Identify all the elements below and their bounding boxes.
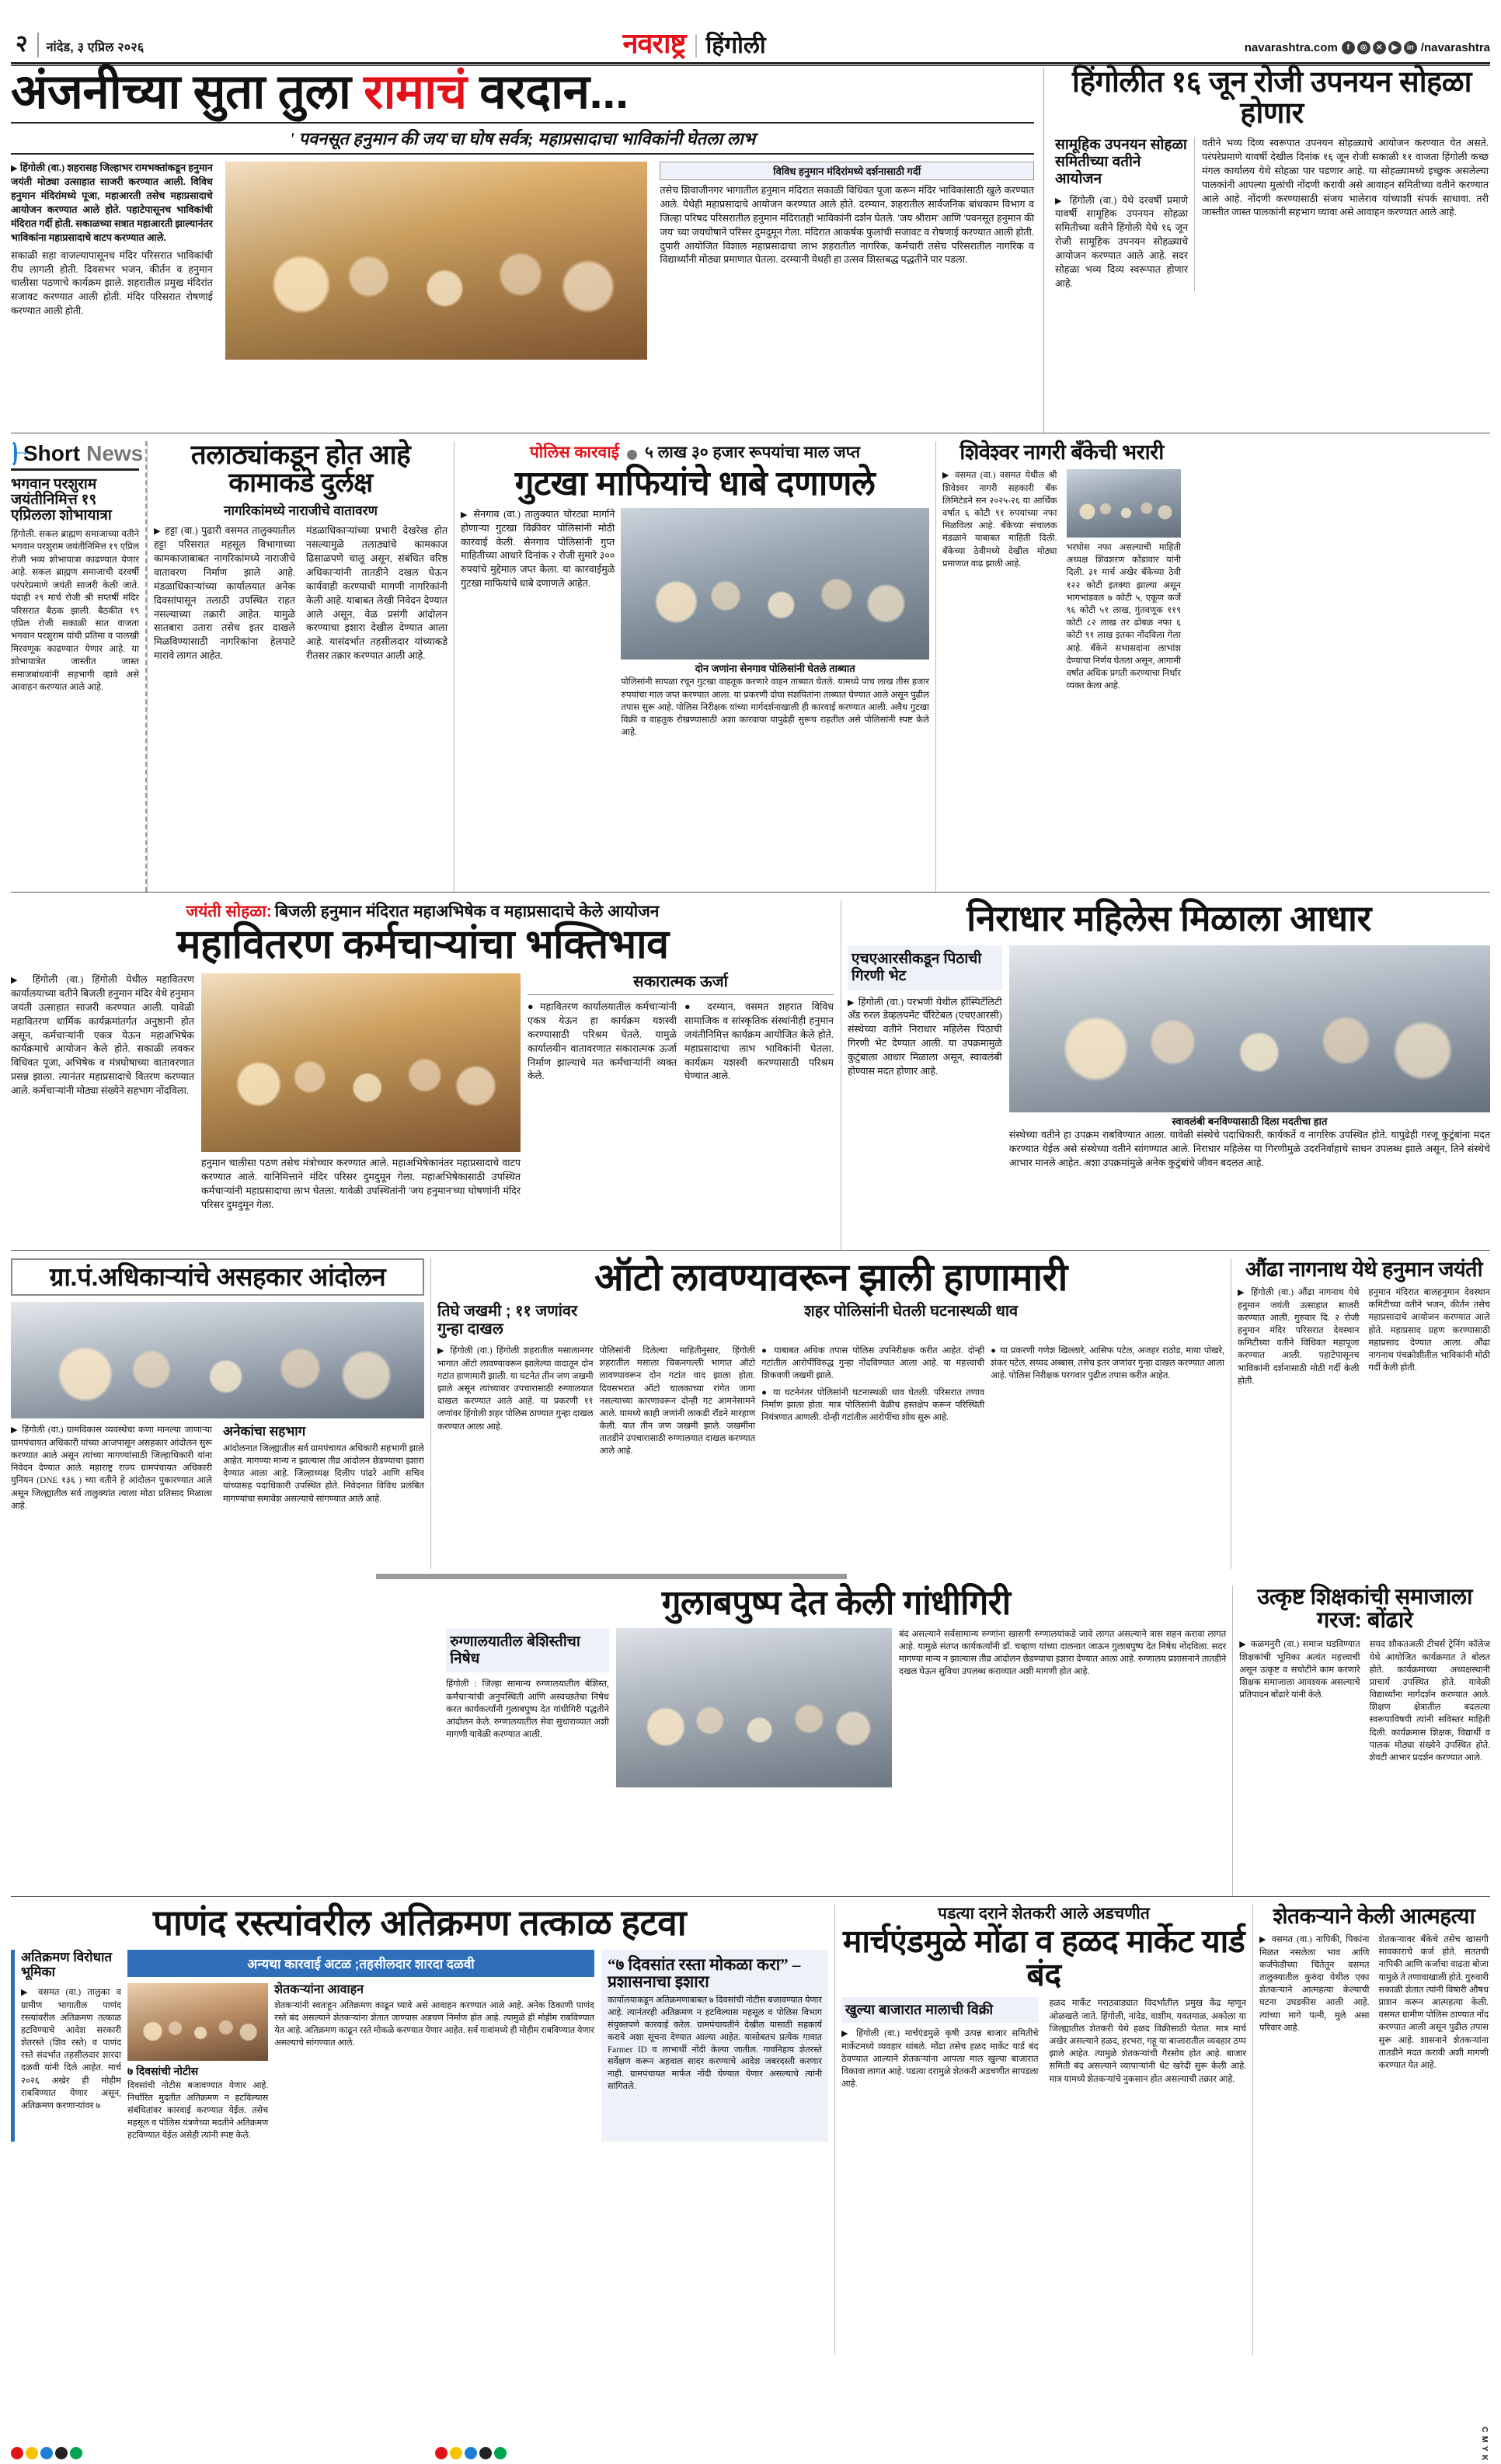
- market-block: [834, 1905, 1252, 2355]
- aundha-headline: औंढा नागनाथ येथे हनुमान जयंती: [1245, 1258, 1483, 1281]
- mahavitaran-bullet-2: दरम्यान, वसमत शहरात विविध सामाजिक व सांस्कृतिक संस्थांनीही हनुमान जयंतीनिमित्त कार्यक्रम आयोजित केले होते. महाप्रसादाचा लाभ भाविकांनी घेतला. कार्यक्रम यशस्वी करण्यासाठी परिश्रम घेण्यात आले.: [684, 1001, 834, 1082]
- mahavitaran-block: [11, 900, 841, 1250]
- suicide-columns: [1259, 1933, 1489, 2072]
- market-sidebar-title: खुल्या बाजारात मालाची विक्री: [841, 1997, 1039, 2023]
- masthead: [11, 0, 1490, 57]
- market-kicker: पडत्या दराने शेतकरी आले अडचणीत: [938, 1905, 1150, 1923]
- gandhigiri-photo-col: [616, 1628, 899, 1787]
- auto-kicker-mid: शहर पोलिसांनी घेतली घटनास्थळी धाव: [804, 1302, 1019, 1320]
- lead-column-3-text: तसेच शिवाजीनगर भागातील हनुमान मंदिरात सकाळी विधिवत पूजा करून मंदिर भाविकांसाठी खुले करण्यात आले. येथेही महाप्रसादाचे आयोजन करण्यात आले होते. दरम्यान, शहरातील सार्वजनिक बांधकाम विभाग व जिल्हा परिषद परिसरातील हनुमान मंदिरातही भाविकांनी दर्शन घेतले. 'जय श्रीराम' आणि 'पवनसूत हनुमान की जय' च्या जयघोषाने परिसर दुमदुमून गेला. मंदिरात आकर्षक फुलांची सजावट व रोषणाई करण्यात आली होती. दुपारी आयोजित विशाल महाप्रसादाचा लाभ शहरातील नागरिक, कर्मचारी तसेच परिसरातील नागरिक व विद्यार्थ्यांनी मोठ्या प्रमाणात घेतला. दरम्यानी येथही हा उत्सव शिस्तबद्ध पद्धतीने पार पडला.: [660, 185, 1034, 266]
- encroach-farmer-head: शेतकऱ्यांना आवाहन: [274, 1982, 364, 1996]
- encroach-farmer-col: [274, 1983, 594, 2142]
- encroach-side-label: अतिक्रमण विरोधात भूमिका: [21, 1949, 113, 1980]
- mahavitaran-headline: महावितरण कर्मचाऱ्यांचा भक्तिभाव: [176, 922, 669, 967]
- police-body-a: सेनगाव (वा.) तालुक्यात चोरट्या मार्गाने होणाऱ्या गुटखा विक्रीवर पोलिसांनी मोठी कारवाई केली. सेनगाव पोलिसांनी गुप्त माहितीच्या आधारे दिनांक २ रोजी सुमारे ३०० रुपयांचे मुद्देमाल जप्त केला. या कारवाईमुळे गुटखा माफियांचे धाबे दणाणले आहेत.: [461, 508, 615, 590]
- mahavitaran-columns: [11, 973, 834, 1213]
- encroach-warn-head: “७ दिवसांत रस्ता मोकळा करा” – प्रशासनाचा इशारा: [608, 1954, 801, 1991]
- police-columns: [461, 508, 929, 740]
- talathi-block: [147, 441, 454, 892]
- gandhigiri-headline: गुलाबपुष्प देत केली गांधीगिरी: [661, 1584, 1011, 1622]
- grampanchayat-block: [11, 1258, 430, 1569]
- lead-temple-photo: [225, 162, 648, 360]
- aundha-body-b: हनुमान मंदिरात बालहनुमान देवस्थान कमिटीच्या वतीने भजन, कीर्तन तसेच महाप्रसादाचे आयोजन करण्यात आले होते. महाप्रसाद ग्रहण करण्यासाठी महाप्रसाद देण्यात आला. औंढा नागनाथ पंचक्रोशीतील भाविकांनी मोठी गर्दी केली होती.: [1368, 1288, 1490, 1373]
- bullet-triangle-icon: ▶: [461, 510, 469, 520]
- encroach-notice-body: दिवसांची नोटीस बजावण्यात येणार आहे. निर्धारित मुदतीत अतिक्रमण न हटविल्यास संबंधितांवर कारवाई करण्यात येईल. तसेच महसूल व पोलिस यंत्रणेच्या मदतीने अतिक्रमण हटविण्यात येईल असेही त्यांनी स्पष्ट केले.: [127, 2080, 269, 2140]
- strip4-row: [11, 1258, 1490, 1569]
- masthead-brand-block: [151, 27, 1236, 59]
- bank-right-col: [1062, 469, 1182, 692]
- lead-dateline: हिंगोली (वा.) शहरासह जिल्हाभर रामभक्तांकडून हनुमान जयंती मोठ्या उत्साहात साजरी करण्यात आली. विविध हनुमान मंदिरांमध्ये पूजा, महाआरती तसेच महाप्रसादाचे आयोजन करण्यात आले होते. पहाटेपासूनच भाविकांची मंदिरात गर्दी होती. सकाळच्या सत्रात महाआरती झाल्यानंतर भाविकांना महाप्रसादाचे वाटप करण्यात आले.: [11, 162, 213, 243]
- gandhigiri-left-col: [446, 1628, 616, 1787]
- lead-photo-caption: विविध हनुमान मंदिरांमध्ये दर्शनासाठी गर्दी: [660, 162, 1034, 180]
- talathi-body-b: मंडळाधिकाऱ्यांच्या प्रभारी देखरेख होत नसल्यामुळे तलाठ्यांचे कामकाज ढिसाळपणे चालू असून, संबंधित वरिष्ठ अधिकाऱ्यांनी तातडीने दखल घेऊन कार्यवाही करण्याची मागणी नागरिकांनी केली आहे. याबाबत लेखी निवेदन देण्यात आले असून, वेळ प्रसंगी आंदोलन करण्याचा इशारा देखील देण्यात आला आहे. यासंदर्भात तहसीलदार यांच्याकडे रीतसर तक्रार करण्यात आली आहे.: [306, 525, 448, 662]
- lead-headline: [11, 65, 1034, 119]
- gandhigiri-block: [440, 1585, 1232, 1896]
- auto-bullet-2: या घटनेनंतर पोलिसांनी घटनास्थळी धाव घेतली. परिसरात तणाव निर्माण झाला होता. मात्र पोलिसांनी वेळीच हस्तक्षेप करून परिस्थिती नियंत्रणात आणली. दोन्ही गटांतील आरोपींचा शोध सुरू आहे.: [761, 1387, 985, 1422]
- auto-bullet-3: या प्रकरणी गणेश खिल्लारे, आसिफ पटेल, अजहर राठोड, माया पोखरे, शंकर पटेल, सय्यद अब्बास, तसेच इतर जणांवर गुन्हा दाखल करण्यात आला आहे. पोलिस निरीक्षक परगवार पुढील तपास करीत आहेत.: [991, 1345, 1224, 1381]
- upanayan-body-a: हिंगोली (वा.) येथे दरवर्षी प्रमाणे यावर्षी सामूहिक उपनयन सोहळा समितीच्या वतीने हिंगोली येथे १६ जून रोजी सामूहिक उपनयन सोहळ्याचे आयोजन करण्यात आले आहे. सदर सोहळा भव्य दिव्य स्वरूपात होणार आहे.: [1055, 194, 1188, 289]
- linkedin-icon[interactable]: in: [1404, 41, 1417, 54]
- aundha-columns: [1238, 1286, 1490, 1387]
- mahavitaran-tag: जयंती सोहळा:: [186, 903, 272, 921]
- lead-column-1: [11, 162, 219, 402]
- short-news-headline: भगवान परशुराम जयंतीनिमित्त १९ एप्रिलला शोभायात्रा: [11, 476, 112, 524]
- police-block: [454, 441, 935, 892]
- encroach-side-col: [11, 1950, 127, 2142]
- lead-column-3: [653, 162, 1034, 402]
- bank-body-a: वसमत (वा.) वसमत येथील श्री शिवेश्वर नागरी सहकारी बँक लिमिटेडने सन २०२५-२६ या आर्थिक वर्षात ६ कोटी ९१ रुपयांच्या नफा मिळविला आहे. बँकेच्या संचालक मंडळाने याबाबत माहिती दिली. बँकेच्या ठेवीमध्ये देखील मोठ्या प्रमाणात वाढ झाली आहे.: [942, 471, 1057, 569]
- bullet-triangle-icon: ▶: [841, 2029, 851, 2039]
- encroach-mid-col: [127, 1950, 601, 2142]
- brand-logo: नवराष्ट्र: [622, 27, 686, 59]
- lead-headline-highlight: रामाचं: [364, 65, 467, 119]
- strip6-row: [11, 1902, 1490, 2355]
- lead-row: [11, 65, 1490, 433]
- protest-group-photo: [11, 1302, 424, 1418]
- nirdhar-headline: निराधार महिलेस मिळाला आधार: [966, 898, 1371, 938]
- bank-columns: [942, 469, 1181, 692]
- lead-headline-part1: अंजनीच्या सुता तुला: [11, 65, 364, 119]
- bank-block: [935, 441, 1181, 892]
- brand-divider: [695, 34, 697, 57]
- market-left-col: [841, 1997, 1044, 2090]
- grampanchayat-body-a: हिंगोली (वा.) ग्रामविकास व्यवस्थेचा कणा मानल्या जाणाऱ्या ग्रामपंचायत अधिकारी यांच्या आजपासून असहकार आंदोलन सुरू करण्यात आले असून त्यांच्या मागण्यांसाठी जिल्हाधिकारी यांना निवेदन देण्यात आले. महाराष्ट्र राज्य ग्रामपंचायत अधिकारी युनियन (DNE १३६ ) च्या वतीने हे आंदोलन पुकारण्यात आले असून जिल्ह्यातील सर्व तालुक्यांत त्याला मोठा प्रतिसाद मिळाला आहे.: [11, 1425, 212, 1511]
- hospital-protest-photo: [616, 1628, 892, 1787]
- bullet-triangle-icon: ▶: [942, 471, 951, 481]
- facebook-icon[interactable]: f: [1342, 41, 1355, 54]
- gandhigiri-columns: [446, 1628, 1226, 1787]
- nirdhar-columns: [848, 945, 1490, 1171]
- talathi-kicker: नागरिकांमध्ये नाराजीचे वातावरण: [224, 503, 378, 518]
- encroach-farmer-body: शेतकऱ्यांनी स्वतःहून अतिक्रमण काढून घ्यावे असे आवाहन करण्यात आले आहे. अनेक ठिकाणी पाणंद रस्ते बंद असल्याने शेतकऱ्यांना शेतात जाण्यास अडचण निर्माण होत आहे. त्यामुळे ही मोहीम राबविण्यात येत आहे. अतिक्रमण काढून रस्ते मोकळे करण्यात येणार आहेत. सर्व गावांमध्ये ही मोहीम राबविण्यात येणार असल्याचे सांगण्यात आले.: [274, 2001, 595, 2048]
- short-news-block: [11, 441, 147, 892]
- grampanchayat-body-b: आंदोलनात जिल्ह्यातील सर्व ग्रामपंचायत अधिकारी सहभागी झाले आहेत. मागण्या मान्य न झाल्यास तीव्र आंदोलन छेडण्याचा इशारा देण्यात आला आहे. जिल्हाध्यक्ष दिलीप पांढरे आणि सचिव यांच्यासह पदाधिकारी उपस्थित होते. निवेदनात विविध प्रलंबित मागण्यांचा समावेश असल्याचे सांगण्यात आले आहे.: [223, 1443, 424, 1504]
- cmyk-mark: C M Y K: [1480, 2426, 1489, 2461]
- encroach-warn-body: कार्यालयाकडून अतिक्रमणाबाबत ७ दिवसांची नोटीस बजावण्यात येणार आहे. त्यानंतरही अतिक्रमण न हटविल्यास महसूल व पोलिस विभाग संयुक्तपणे कारवाई करेल. ग्रामपंचायतीने देखील यासाठी सहकार्य करावे अशा सूचना देण्यात आल्या आहेत. यासोबतच प्रत्येक गावात Farmer ID व लाभार्थी नोंदी केल्या जातील. गावनिहाय शेतरस्ते सर्वेक्षण करून अहवाल सादर करण्याचे आदेश जबरदस्ती करणार नाही. ग्रामपंचायत मार्फत नोंदी घेण्यात येणार असल्याचे त्यांनी सांगितले.: [608, 1995, 822, 2092]
- gandhigiri-body-a: हिंगोली : जिल्हा सामान्य रुग्णालयातील बेशिस्त, कर्मचाऱ्यांची अनुपस्थिती आणि अस्वच्छतेचा निषेध करत कार्यकर्त्यांनी गुलाबपुष्प देत गांधीगिरी पद्धतीने आंदोलन केले. रुग्णालयातील सेवा सुधाराव्यात अशी मागणी यावेळी करण्यात आली.: [446, 1679, 609, 1740]
- lead-columns: [11, 162, 1034, 402]
- mahavitaran-strapline: [11, 900, 834, 922]
- arrow-circle-icon: [11, 442, 17, 465]
- auto-kicker-left: तिघे जखमी ; ११ जणांवर गुन्हा दाखल: [437, 1302, 578, 1338]
- upanayan-kicker: सामूहिक उपनयन सोहळा समितीच्या वतीने आयोजन: [1055, 137, 1187, 187]
- bullet-triangle-icon: ▶: [21, 1987, 32, 1997]
- bullet-triangle-icon: ▶: [11, 164, 18, 174]
- suicide-block: [1252, 1905, 1489, 2355]
- gandhigiri-divider-bar: [376, 1574, 847, 1579]
- bullet-triangle-icon: ▶: [1238, 1288, 1247, 1298]
- auto-block: [430, 1258, 1231, 1569]
- grampanchayat-sidebar-title: अनेकांचा सहभाग: [223, 1424, 306, 1439]
- auto-kicker-row: [437, 1303, 1224, 1338]
- strip4-rule: [11, 1250, 1490, 1251]
- bullet-triangle-icon: ▶: [1055, 196, 1064, 206]
- encroach-mid-columns: [127, 1983, 594, 2142]
- teacher-headline: उत्कृष्ट शिक्षकांची समाजाला गरज: बोंढारे: [1257, 1585, 1473, 1634]
- market-body-b: हळद मार्केट मराठवाड्यात विदर्भातील प्रमुख केंद्र म्हणून ओळखले जाते. हिंगोली, नांदेड, वाशीम, यवतमाळ, अकोला या जिल्ह्यातील शेतकरी येथे हळद विक्रीसाठी येतात. मात्र मार्च अखेर असल्याने हळद, हरभरा, गहू या बाजारातील व्यवहार ठप्प झाले आहेत. त्यामुळे शेतकऱ्यांची गैरसोय होत आहे. बाजार समिती बंद असल्याने व्यापाऱ्यांनी थेट खरेदी सुरू केली आहे. मात्र यामध्ये शेतकऱ्यांचे नुकसान होत असल्याची तक्रार आहे.: [1049, 1999, 1246, 2084]
- mahavitaran-sidebar: [528, 973, 834, 1213]
- registration-color-dots-left: [11, 2447, 82, 2459]
- police-photo-col: [621, 508, 929, 740]
- strip6-rule: [11, 1896, 1490, 1897]
- nirdhar-photo-col: [1009, 945, 1490, 1171]
- page-number: २: [11, 33, 39, 57]
- nirdhar-body-a: हिंगोली (वा.) परभणी येथील हॉस्पिटॅलिटी अँड रुरल डेव्हलपमेंट चॅरिटेबल (एचएआरसी) संस्थेच्या वतीने निराधार महिलेस पिठाची गिरणी भेट देण्यात आली. या उपक्रमामुळे कुटुंबाला आधार मिळाला असून, स्वावलंबी होण्यास मदत होणार आहे.: [848, 996, 1002, 1077]
- police-headline: गुटखा माफियांचे धाबे दणाणले: [514, 465, 876, 503]
- encroach-notice-col: [127, 1983, 274, 2142]
- bullet-triangle-icon: ▶: [11, 1425, 19, 1436]
- talathi-headline: तलाठ्यांकडून होत आहे कामाकडे दुर्लक्ष: [190, 440, 411, 499]
- market-headline: मार्चएंडमुळे मोंढा व हळद मार्केट यार्ड बंद: [842, 1923, 1245, 1992]
- strip5-spacer: [11, 1585, 440, 1896]
- social-handle: /navarashtra: [1420, 41, 1490, 54]
- masthead-social-block: [1245, 41, 1490, 57]
- nirdhar-body-b: संस्थेच्या वतीने हा उपक्रम राबविण्यात आला. यावेळी संस्थेचे पदाधिकारी, कार्यकर्ते व नागरिक उपस्थित होते. यापुढेही गरजू कुटुंबांना मदत करण्यात येईल असे संस्थेच्या वतीने सांगण्यात आले. निराधार महिलेस या गिरणीमुळे उदरनिर्वाहाचे साधन उपलब्ध झाले असून, तिने संस्थेचे आभार मानले आहेत. अशा उपक्रमांमुळे अनेक कुटुंबांचे जीवन बदलत आहे.: [1008, 1129, 1490, 1169]
- bullet-triangle-icon: ▶: [848, 997, 855, 1008]
- lead-story: [11, 65, 1044, 433]
- dateline-text: नांदेड, ३ एप्रिल २०२६: [46, 41, 145, 54]
- lead-photo-block: [219, 162, 654, 402]
- bullet-triangle-icon: ▶: [11, 976, 24, 986]
- police-tag: पोलिस कारवाई: [529, 444, 619, 461]
- grampanchayat-columns: [11, 1424, 424, 1512]
- suicide-body-b: शेतकऱ्यावर बँकेचे तसेच खासगी सावकाराचे कर्ज होते. सततची नापिकी आणि कर्जाचा वाढता बोजा यामुळे ते तणावाखाली होते. गुरुवारी सकाळी शेतात त्यांनी विषारी औषध प्राशन करून आत्महत्या केली. वसमत ग्रामीण पोलिस ठाण्यात नोंद करण्यात आली असून पुढील तपास सुरू आहे. शासनाने शेतकऱ्यांना तातडीने मदत करावी अशी मागणी करण्यात येत आहे.: [1378, 1935, 1489, 2070]
- strip5-row: [11, 1585, 1490, 1896]
- social-icon-row[interactable]: [1342, 41, 1417, 54]
- bullet-dot-icon: [627, 450, 637, 460]
- upanayan-body-b: वतीने भव्य दिव्य स्वरूपात उपनयन सोहळ्याचे आयोजन करण्यात येत असते. परंपरेप्रमाणे यावर्षी देखील दिनांक १६ जून रोजी सकाळी ११ वाजता हिंगोली कच्छ मंगल कार्यालय येथे सोहळा पार पडणार आहे. या सोहळ्यामध्ये इच्छुक असलेल्या पालकांनी आपल्या मुलांची नोंदणी करावी असे आवाहन समितीच्या वतीने करण्यात आले आहे. नोंदणी करण्यासाठी संजय भालेराव यांच्याशी संपर्क साधावा. तरी जास्तीत जास्त पालकांनी सहभाग घ्यावा असे आवाहन करण्यात आले आहे.: [1202, 137, 1489, 218]
- nirdhar-block: [841, 900, 1490, 1250]
- market-columns: [841, 1997, 1246, 2090]
- bank-headline: शिवेश्वर नागरी बँकेची भरारी: [959, 440, 1164, 464]
- youtube-icon[interactable]: ▶: [1388, 41, 1402, 54]
- gandhigiri-sidebar-title: रुग्णालयातील बेशिस्तीचा निषेध: [446, 1628, 609, 1673]
- teacher-body-b: सयद शौकतअली टीचर्स ट्रेनिंग कॉलेज येथे आयोजित कार्यक्रमात ते बोलत होते. कार्यक्रमाच्या अध्यक्षस्थानी प्राचार्य उपस्थित होते. यावेळी विद्यार्थ्यांना मार्गदर्शन करण्यात आले. शिक्षण क्षेत्रातील बदलत्या स्वरूपाविषयी त्यांनी सविस्तर माहिती दिली. कार्यक्रमास शिक्षक, विद्यार्थी व पालक मोठ्या संख्येने उपस्थित होते. शेवटी आभार प्रदर्शन करण्यात आले.: [1369, 1640, 1490, 1763]
- nirdhar-left-col: [848, 945, 1009, 1171]
- talathi-body-a: हट्टा (वा.) पुढारी वसमत तालुक्यातील हट्टा परिसरात महसूल विभागाच्या कामकाजाबाबत नागरिकांमध्ये नाराजीचे वातावरण निर्माण झाले आहे. मंडळाधिकाऱ्यांच्या कार्यालयात अनेक दिवसांपासून तलाठी उपस्थित राहत नसल्याच्या तक्रारी आहेत. यामुळे सातबारा उतारा तसेच इतर दाखले मिळविण्यासाठी नागरिकांना हेलपाटे मारावे लागत आहेत.: [154, 525, 296, 662]
- auto-body-a: हिंगोली (वा.) हिंगोली शहरातील मसालानगर भागात ऑटो लावण्यावरून झालेल्या वादातून दोन गटांत हाणामारी झाली. या घटनेत तीन जण जखमी झाले असून त्यांच्यावर उपचारासाठी रुग्णालयात दाखल करण्यात आले आहे. या प्रकरणी ११ जणांवर हिंगोली शहर पोलिस ठाण्यात गुन्हा दाखल करण्यात आला आहे.: [437, 1345, 594, 1432]
- nirdhar-group-photo: [1009, 945, 1490, 1112]
- police-raid-photo: [621, 508, 929, 660]
- lead-headline-part2: वरदान...: [466, 65, 629, 119]
- short-news-header: [11, 441, 144, 471]
- mahavitaran-strap-text: बिजली हनुमान मंदिरात महाअभिषेक व महाप्रसादाचे केले आयोजन: [274, 903, 660, 921]
- mahavitaran-temple-photo: [201, 973, 521, 1152]
- bullet-triangle-icon: ▶: [437, 1345, 446, 1356]
- nirdhar-sidebar-title: एचएआरसीकडून पिठाची गिरणी भेट: [848, 945, 1002, 990]
- auto-bullet-1: याबाबत अधिक तपास पोलिस उपनिरीक्षक करीत आहेत. दोन्ही गटांतील आरोपींविरुद्ध गुन्हा नोंदविण्यात आला आहे. या महत्त्वाची शिकवणी जखमी झाले.: [761, 1345, 985, 1381]
- mahavitaran-body-a: हिंगोली (वा.) हिंगोली येथील महावितरण कार्यालयाच्या वतीने बिजली हनुमान मंदिर येथे हनुमान जयंती उत्साहात साजरी करण्यात आली. यावेळी महावितरण धार्मिक कार्यक्रमांतर्गत अनुष्ठानी होत असून, कर्मचाऱ्यांनी एकत्र येऊन महाअभिषेक कार्यक्रमाचे आयोजन केले होते. सकाळी लवकर विधिवत पूजा, अभिषेक व मंत्रघोषाच्या वातावरणात प्रसन्न झाला. त्यानंतर महाप्रसादाचे वितरण करण्यात आले. कर्मचाऱ्यांनी मोठ्या संख्येने सहभाग नोंदविला.: [11, 974, 194, 1097]
- short-news-label-2: News: [86, 441, 144, 465]
- registration-color-dots-center: [435, 2447, 507, 2459]
- teacher-body-a: कळमनुरी (वा.) समाज घडविण्यात शिक्षकांची भूमिका अत्यंत महत्त्वाची असून उत्कृष्ट व सचोटीने काम करणारे शिक्षक समाजाला आवश्यक असल्याचे प्रतिपादन बोंढारे यांनी केले.: [1239, 1640, 1360, 1700]
- encroach-block: [11, 1902, 834, 2355]
- website-url[interactable]: navarashtra.com: [1244, 41, 1338, 54]
- mahavitaran-sidebar-title: सकारात्मक ऊर्जा: [528, 973, 834, 995]
- upanayan-headline: हिंगोलीत १६ जून रोजी उपनयन सोहळा होणार: [1072, 66, 1471, 130]
- bullet-triangle-icon: ▶: [1239, 1640, 1248, 1650]
- encroach-notice-head: ७ दिवसांची नोटीस: [127, 2064, 199, 2077]
- strip3-rule: [11, 892, 1490, 893]
- mahavitaran-bullets: ● महावितरण कार्यालयातील कर्मचाऱ्यांनी एकत्र येऊन हा कार्यक्रम यशस्वी करण्यासाठी परिश्रम घेतले. यामुळे कार्यालयीन वातावरणात सकारात्मक ऊर्जा निर्माण झाल्याचे मत कर्मचाऱ्यांनी व्यक्त केले. ● दरम्यान, वसमत शहरात विविध सामाजिक व सांस्कृतिक संस्थांनीही हनुमान जयंतीनिमित्त कार्यक्रम आयोजित केले होते. महाप्रसादाचा लाभ भाविकांनी घेतला. कार्यक्रम यशस्वी करण्यासाठी परिश्रम घेण्यात आले.: [528, 1001, 834, 1082]
- market-body-a: हिंगोली (वा.) मार्चएंडमुळे कृषी उत्पन्न बाजार समितीचे मार्केटमध्ये व्यवहार थांबले. मोंढा तसेच हळद मार्केट यार्ड बंद ठेवण्यात आल्याने शेतकऱ्यांना आपला माल खुल्या बाजारात विकावा लागत आहे. पडत्या दरामुळे शेतकरी अडचणीत सापडला आहे.: [841, 2029, 1039, 2090]
- grampanchayat-right-col: [218, 1424, 424, 1512]
- bullet-triangle-icon: ▶: [1259, 1935, 1268, 1945]
- x-twitter-icon[interactable]: ✕: [1373, 41, 1386, 54]
- mahavitaran-photo-col: [201, 973, 528, 1213]
- bank-body-b: भरघोस नफा असल्याची माहिती अध्यक्ष शिवशरण कोंडावार यांनी दिली. ३१ मार्च अखेर बँकेच्या ठेवी १२२ कोटी इतक्या झाल्या असून भागभांडवल ७ कोटी ५, एकूण कर्जे ९६ कोटी ५१ लाख, गुंतवणूक ११९ कोटी ८२ लाख तर ढोबळ नफा ६ कोटी ९१ लाख इतका नोंदविला गेला आहे. बँकेने सभासदांना लाभांश देण्याचा निर्णय घेतला असून, आगामी वर्षात अधिक प्रगती करण्याचा निर्धार व्यक्त केला आहे.: [1066, 543, 1181, 691]
- tehsildar-portrait: [127, 1983, 268, 2061]
- encroach-warn-col: [601, 1950, 828, 2142]
- bullet-triangle-icon: ▶: [154, 527, 162, 537]
- encroach-columns: [11, 1950, 828, 2142]
- teacher-columns: [1239, 1638, 1490, 1764]
- encroach-blue-bar: अन्यथा कारवाई अटळ ;तहसीलदार शारदा दळवी: [127, 1950, 594, 1977]
- police-strapline: [461, 441, 929, 463]
- edition-name: हिंगोली: [705, 33, 766, 58]
- aundha-body-a: हिंगोली (वा.) औंढा नागनाथ येथे हनुमान जयंती उत्साहात साजरी करण्यात आली. गुरुवार दि. २ रोजी हनुमान मंदिर परिसरात देवस्थान कमिटीच्या वतीने विधिवत महापूजा करण्यात आली. पहाटेपासूनच भाविकांनी दर्शनासाठी मोठी गर्दी केली होती.: [1238, 1288, 1360, 1386]
- short-news-label-1: Short: [23, 441, 81, 465]
- encroach-body-a: वसमत (वा.) तालुका व ग्रामीण भागातील पाणंद रस्त्यांवरील अतिक्रमण तत्काळ हटविण्याचे आदेश सरकारी शेतरस्ते (शिव रस्ते) व पाणंद रस्ते संदर्भात तहसीलदार शारदा दळवी यांनी दिले आहेत. मार्च २०२६ अखेर ही मोहीम राबविण्यात येणार असून, अतिक्रमण करणाऱ्यांवर ७: [21, 1987, 121, 2111]
- nirdhar-photo-caption: स्वावलंबी बनविण्यासाठी दिला मदतीचा हात: [1172, 1115, 1328, 1127]
- lead-subheadline: ' पवनसूत हनुमान की जय'चा घोष सर्वत्र; महाप्रसादाचा भाविकांनी घेतला लाभ: [11, 122, 1034, 155]
- upanayan-kicker-col: [1055, 137, 1195, 291]
- auto-body-b: पोलिसांनी दिलेल्या माहितीनुसार, हिंगोली शहरातील मसाला चिकनगल्ली भागात ऑटो लावण्यावरून दोन गटांत वाद झाला होता. दिवसभरात ऑटो चालकाच्या रांगेत जागा नसल्याच्या कारणावरून दोन्ही गट आमनेसामने आले. यामध्ये काही जणांनी लाकडी रॉडने मारहाण केली. यात तीन जण जखमी झाले. जखमींना तातडीने उपचारासाठी रुग्णालयात दाखल करण्यात आले आहे.: [599, 1345, 756, 1456]
- bank-chairman-portrait: [1067, 469, 1182, 538]
- suicide-body-a: वसमत (वा.) नापिकी, पिकांना मिळत नसलेला भाव आणि कर्जफेडीच्या चिंतेतून वसमत तालुक्यातील कुरुंदा येथील एका शेतकऱ्याने आत्महत्या केल्याची घटना उघडकीस आली आहे. त्यांच्या मागे पत्नी, मुले असा परिवार आहे.: [1259, 1935, 1370, 2033]
- short-news-body: हिंगोली. सकल ब्राह्मण समाजाच्या वतीने भगवान परशुराम जयंतीनिमित्त १९ एप्रिल रोजी भव्य शोभायात्रा काढण्यात येणार आहे. सकल ब्राह्मण समाजाची दरवर्षी परंपरेप्रमाणे जयंती साजरी केली जाते. यंदाही २९ मार्च रोजी श्री सप्तर्षी मंदिर परिसरात बैठक झाली. बैठकीत १९ एप्रिल रोजी सकाळी सात वाजता भगवान परशुराम यांची प्रतिमा व पालखी मिरवणूक काढण्यात येणार आहे. या शोभायात्रेत जास्तीत जास्त समाजबांधवांनी सहभागी व्हावे असे आवाहन करण्यात आले आहे.: [11, 528, 139, 693]
- upanayan-columns: [1055, 137, 1489, 291]
- aundha-block: [1231, 1258, 1490, 1569]
- grampanchayat-headline: ग्रा.पं.अधिकाऱ्यांचे असहकार आंदोलन: [11, 1258, 424, 1296]
- encroach-headline: पाणंद रस्त्यांवरील अतिक्रमण तत्काळ हटवा: [152, 1902, 687, 1943]
- suicide-headline: शेतकऱ्याने केली आत्महत्या: [1273, 1904, 1475, 1928]
- instagram-icon[interactable]: ◎: [1357, 41, 1370, 54]
- police-body-b: पोलिसांनी सापळा रचून गुटखा वाहतूक करणारे वाहन ताब्यात घेतले. यामध्ये पाच लाख तीस हजार रुपयांचा माल जप्त करण्यात आला. या प्रकरणी दोघा संशयितांना ताब्यात घेण्यात आले असून पुढील तपास सुरू आहे. पोलिस निरीक्षक यांच्या मार्गदर्शनाखाली ही कारवाई करण्यात आली. अवैध गुटखा विक्री व वाहतूक रोखण्यासाठी अशा कारवाया यापुढेही सुरूच राहतील असे पोलिसांनी स्पष्ट केले आहे.: [621, 677, 929, 738]
- mahavitaran-body-b: हनुमान चालीसा पठण तसेच मंत्रोच्चार करण्यात आले. महाअभिषेकानंतर महाप्रसादाचे वाटप करण्यात आले. यानिमित्ताने मंदिर परिसर दुमदुमून गेला. महाअभिषेकासाठी उपस्थित कर्मचाऱ्यांनी महाप्रसादाचा लाभ घेतला. यावेळी उपस्थितांनी 'जय हनुमान'च्या घोषणांनी मंदिर परिसर दुमदुमून गेला.: [201, 1157, 521, 1210]
- auto-headline: ऑटो लावण्यावरून झाली हाणामारी: [594, 1257, 1067, 1299]
- upanayan-story: [1044, 68, 1489, 433]
- strip3-row: [11, 900, 1490, 1250]
- strip2-row: [11, 441, 1490, 892]
- teacher-block: [1232, 1585, 1490, 1896]
- lead-body-2: सकाळी सहा वाजल्यापासूनच मंदिर परिसरात भाविकांची रीघ लागली होती. दिवसभर भजन, कीर्तन व हनुमान चालीसा पठणाचे कार्यक्रम झाले. शहरातील प्रमुख मंदिरांत सजावट करण्यात आली होती. मंदिर परिसरात रोषणाई करण्यात आली होती.: [11, 249, 213, 317]
- auto-columns: ▶ हिंगोली (वा.) हिंगोली शहरातील मसालानगर भागात ऑटो लावण्यावरून झालेल्या वादातून दोन गटांत हाणामारी झाली. या घटनेत तीन जण जखमी झाले असून त्यांच्यावर उपचारासाठी रुग्णालयात दाखल करण्यात आले आहे. या प्रकरणी ११ जणांवर हिंगोली शहर पोलिस ठाण्यात गुन्हा दाखल करण्यात आला आहे. पोलिसांनी दिलेल्या माहितीनुसार, हिंगोली शहरातील मसाला चिकनगल्ली भागात ऑटो लावण्यावरून दोन गटांत वाद झाला होता. दिवसभरात ऑटो चालकाच्या रांगेत जागा नसल्याच्या कारणावरून दोन्ही गट आमनेसामने आले. यामध्ये काही जणांनी लाकडी रॉडने मारहाण केली. यात तीन जण जखमी झाले. जखमींना तातडीने उपचारासाठी रुग्णालयात दाखल करण्यात आले आहे. ● याबाबत अधिक तपास पोलिस उपनिरीक्षक करीत आहेत. दोन्ही गटांतील आरोपींविरुद्ध गुन्हा नोंदविण्यात आला आहे. या महत्त्वाची शिकवणी जखमी झाले. ● या घटनेनंतर पोलिसांनी घटनास्थळी धाव घेतली. परिसरात तणाव निर्माण झाला होता. मात्र पोलिसांनी वेळीच हस्तक्षेप करून परिस्थिती नियंत्रणात आणली. दोन्ही गटांतील आरोपींचा शोध सुरू आहे. ● या प्रकरणी गणेश खिल्लारे, आसिफ पटेल, अजहर राठोड, माया पोखरे, शंकर पटेल, सय्यद अब्बास, तसेच इतर जणांवर गुन्हा दाखल करण्यात आला आहे. पोलिस निरीक्षक परगवार पुढील तपास करीत आहेत.: [437, 1345, 1224, 1458]
- talathi-columns: [154, 524, 448, 663]
- mahavitaran-bullet-1: महावितरण कार्यालयातील कर्मचाऱ्यांनी एकत्र येऊन हा कार्यक्रम यशस्वी करण्यासाठी परिश्रम घेतले. यामुळे कार्यालयीन वातावरणात सकारात्मक ऊर्जा निर्माण झाल्याचे मत कर्मचाऱ्यांनी व्यक्त केले.: [528, 1001, 677, 1082]
- gandhigiri-body-b: बंद असल्याने सर्वसामान्य रुग्णांना खासगी रुग्णालयांकडे जावे लागत असल्याने त्रास सहन करावा लागत आहे. यामुळे संतप्त कार्यकर्त्यांनी डॉ. चव्हाण यांच्या दालनात जाऊन गुलाबपुष्प देत निषेध नोंदविला. सदर मागण्या मान्य न झाल्यास तीव्र आंदोलन छेडण्याचा इशारा देण्यात आला आहे. रुग्णालय प्रशासनाने तातडीने दखल घेऊन सुविधा उपलब्ध कराव्यात अशी मागणी होत आहे.: [899, 1629, 1227, 1677]
- police-strap-text: ५ लाख ३० हजार रूपयांचा माल जप्त: [644, 444, 861, 461]
- police-photo-caption: दोन जणांना सेनगाव पोलिसांनी घेतले ताब्यात: [695, 662, 855, 674]
